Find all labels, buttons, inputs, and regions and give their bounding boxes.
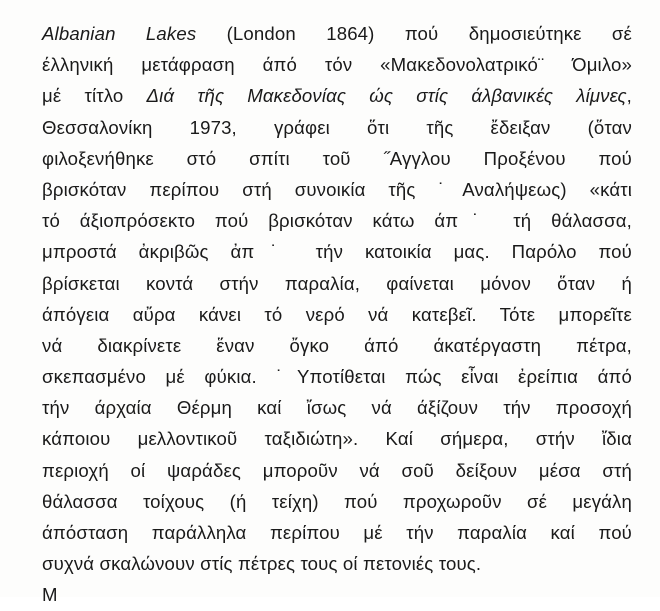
- text-line: [42, 548, 632, 579]
- text-line: [42, 361, 632, 392]
- text-segment: σκεπασμένο μέ φύκια. ˙Υποτίθεται πώς εἶναι ἐρείπια άπό: [42, 366, 632, 388]
- text-line: [42, 517, 632, 548]
- text-segment: βρίσκεται κοντά στήν παραλία, φαίνεται μόνον ὅταν ή: [42, 272, 632, 294]
- text-segment: κάποιου μελλοντικοῦ ταξιδιώτη». Καί σήμερα, στήν ἴδια: [42, 428, 632, 450]
- text-segment: τό άξιοπρόσεκτο πού βρισκόταν κάτω άπ˙ τή θάλασσα,: [42, 210, 632, 232]
- text-segment: μπροστά ἀκριβῶς ἀπ˙ τήν κατοικία μας. Παρόλο πού: [42, 241, 632, 263]
- text-segment: ,: [626, 85, 632, 107]
- text-segment: μέ τίτλο: [42, 85, 147, 107]
- cut-off-line: Μ: [42, 584, 58, 606]
- text-line: [42, 455, 632, 486]
- text-segment: βρισκόταν περίπου στή συνοικία τῆς ˙Αναλήψεως) «κάτι: [42, 178, 632, 200]
- text-segment: έλληνική μετάφραση άπό τόν «Μακεδονολατρικό¨ Όμιλο»: [42, 54, 632, 76]
- text-line: [42, 80, 632, 111]
- italic-title: Διά τῆς Μακεδονίας ώς στίς άλβανικές λίμνες: [146, 85, 627, 107]
- text-line: [42, 174, 632, 205]
- text-segment: άπόσταση παράλληλα περίπου μέ τήν παραλία καί πού: [42, 522, 632, 543]
- text-segment: συχνά σκαλώνουν στίς πέτρες τους οί πετονιές τους.: [42, 553, 482, 575]
- text-line: [42, 330, 632, 361]
- text-line: [42, 268, 632, 299]
- text-segment: φιλοξενήθηκε στό σπίτι τοῦ ˝Αγγλου Προξένου πού: [42, 147, 632, 169]
- text-segment: (London 1864) πού δημοσιεύτηκε σέ: [196, 23, 632, 44]
- text-segment: περιοχή οί ψαράδες μποροῦν νά σοῦ δείξουν μέσα στή: [42, 459, 632, 481]
- text-segment: θάλασσα τοίχους (ή τείχη) πού προχωροῦν σέ μεγάλη: [42, 490, 632, 512]
- text-segment: τήν άρχαία Θέρμη καί ἴσως νά άξίζουν τήν προσοχή: [42, 397, 632, 419]
- text-segment: άπόγεια αὔρα κάνει τό νερό νά κατεβεῖ. Τότε μπορεῖτε: [42, 303, 632, 325]
- text-line: [42, 205, 632, 236]
- text-line: [42, 236, 632, 267]
- text-line: [42, 18, 632, 49]
- text-line: [42, 112, 632, 143]
- text-line: [42, 299, 632, 330]
- text-segment: νά διακρίνετε ἕναν ὄγκο άπό άκατέργαστη πέτρα,: [42, 334, 632, 356]
- text-line: [42, 423, 632, 454]
- italic-title: Albanian Lakes: [42, 23, 197, 44]
- text-segment: Θεσσαλονίκη 1973, γράφει ὅτι τῆς ἔδειξαν (ὅταν: [42, 116, 632, 138]
- text-line: [42, 486, 632, 517]
- body-text: [42, 18, 632, 606]
- text-line: [42, 49, 632, 80]
- text-line: [42, 392, 632, 423]
- text-line: [42, 143, 632, 174]
